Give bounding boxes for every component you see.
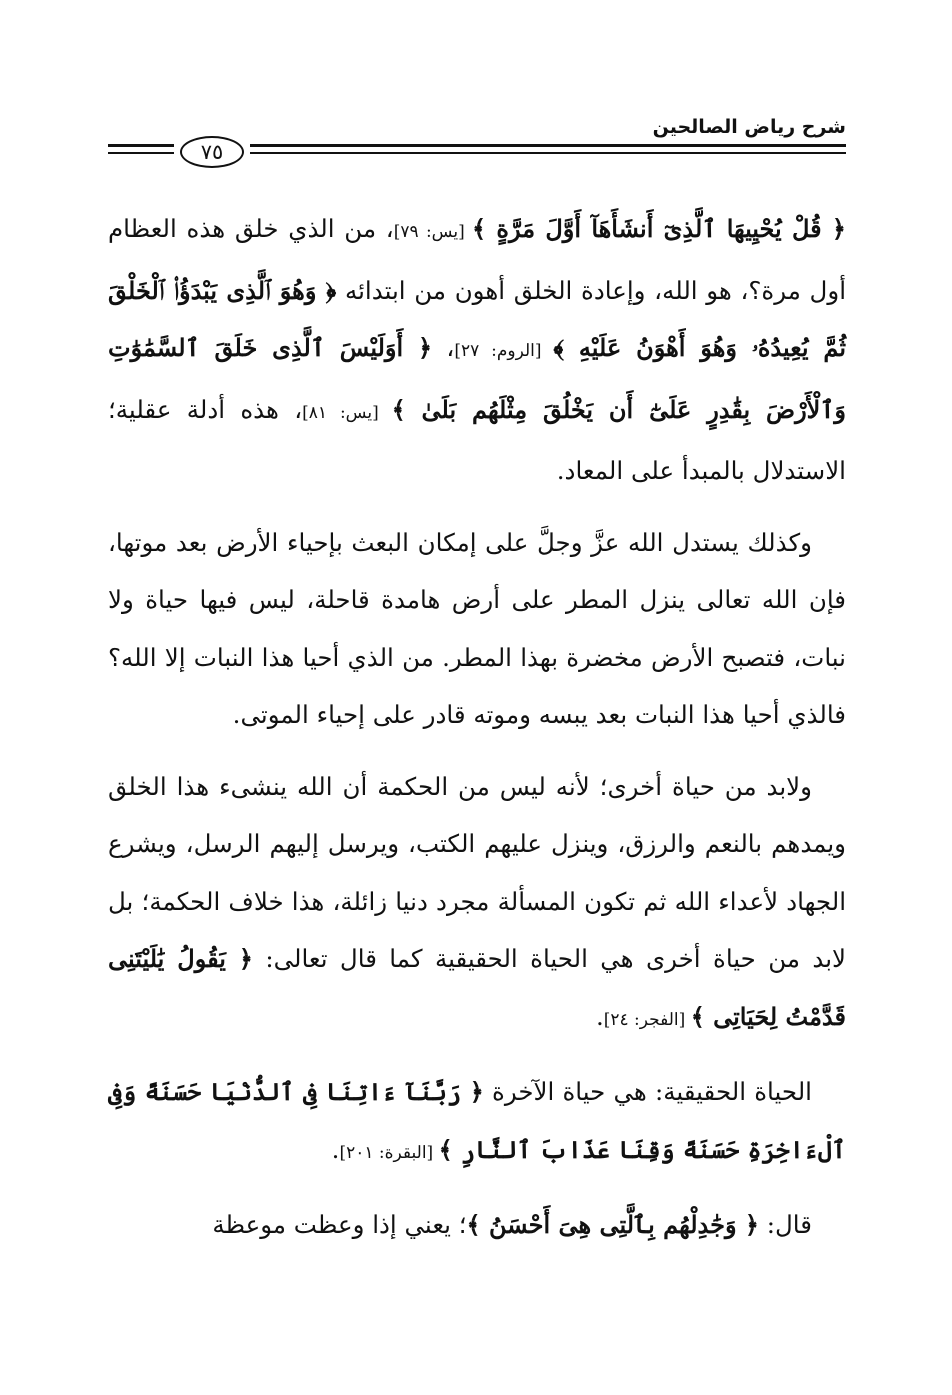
header-rule-left-top <box>108 144 174 147</box>
body-text: ، هذه أدلة عقلية؛ الاستدلال بالمبدأ على المعاد. <box>108 394 846 485</box>
header-rule-top <box>250 144 846 147</box>
quran-verse: ﴿ وَجَٰدِلْهُم بِٱلَّتِى هِىَ أَحْسَنُ ﴾ <box>466 1210 759 1239</box>
quran-verse: ﴿ يَقُولُ يَٰلَيْتَنِى قَدَّمْتُ لِحَيَاتِى ﴾ <box>108 944 846 1031</box>
quran-verse: ﴿ وَهُوَ ٱلَّذِى يَبْدَؤُا۟ ٱلْخَلْقَ ثُمَّ يُعِيدُهُۥ وَهُوَ أَهْوَنُ عَلَيْهِ ﴾ <box>108 275 847 362</box>
body-text: قال: <box>758 1210 812 1239</box>
page-number: ٧٥ <box>180 136 244 168</box>
body-text: ، من الذي خلق هذه العظام أول مرة؟، هو الله، وإعادة الخلق أهون من ابتدائه <box>108 214 846 305</box>
quran-verse: ﴿ رَبَّنَآ ءَاتِنَا فِى ٱلدُّنْيَا حَسَنَةً وَفِى ٱلْءَاخِرَةِ حَسَنَةً وَقِنَا عَذَابَ ٱلنَّارِ ﴾ <box>108 1077 846 1164</box>
header-rule-left-bottom <box>108 152 174 154</box>
book-title: شرح رياض الصالحين <box>652 116 846 138</box>
paragraph <box>108 1196 846 1254</box>
verse-reference: [الفجر: ٢٤] <box>603 1009 691 1030</box>
verse-reference: [البقرة: ٢٠١] <box>339 1142 439 1163</box>
verse-reference: [الروم: ٢٧] <box>454 341 554 361</box>
paragraph <box>108 758 846 1050</box>
body-text: ؛ يعني إذا وعظت موعظة <box>212 1210 467 1239</box>
verse-reference: [يس: ٨١] <box>302 402 392 423</box>
quran-verse: ﴿ قُلْ يُحْيِيهَا ٱلَّذِىٓ أَنشَأَهَآ أَوَّلَ مَرَّةٍ ﴾ <box>472 214 846 243</box>
paragraph <box>108 200 846 500</box>
page-header <box>108 108 846 168</box>
body-text: . <box>331 1134 340 1164</box>
header-rule-bottom <box>250 152 846 154</box>
body-text: ولابد من حياة أخرى؛ لأنه ليس من الحكمة أن الله ينشىء هذا الخلق ويمدهم بالنعم والرزق، وينزل عليهم الكتب، ويرسل إليهم الرسل، ويشرع الجهاد لأعداء الله ثم تكون المسألة مجرد دنيا زائلة، هذا خلاف الحكمة؛ بل لابد من حياة أخرى هي الحياة الحقيقية كما قال تعالى: <box>108 771 846 973</box>
body-text: ، <box>432 333 455 362</box>
paragraph <box>108 514 846 744</box>
body-text: وكذلك يستدل الله عزَّ وجلَّ على إمكان البعث بإحياء الأرض بعد موتها، فإن الله تعالى ينزل المطر على أرض هامدة قاحلة، ليس فيها حياة ولا نبات، فتصبح الأرض مخضرة بهذا المطر. من الذي أحيا هذا النبات إلا الله؟ فالذي أحيا هذا النبات بعد يبسه وموته قادر على إحياء الموتى. <box>108 527 846 729</box>
verse-reference: [يس: ٧٩] <box>393 222 473 242</box>
body-text: . <box>595 1001 604 1031</box>
body-text: الحياة الحقيقية: هي حياة الآخرة <box>483 1077 812 1106</box>
page-body <box>108 200 846 1268</box>
quran-verse: ﴿ أَوَلَيْسَ ٱلَّذِى خَلَقَ ٱلسَّمَٰوَٰتِ وَٱلْأَرْضَ بِقَٰدِرٍ عَلَىٰٓ أَن يَخْلُقَ مِثْلَهُم بَلَىٰ ﴾ <box>108 333 847 424</box>
paragraph <box>108 1063 846 1182</box>
